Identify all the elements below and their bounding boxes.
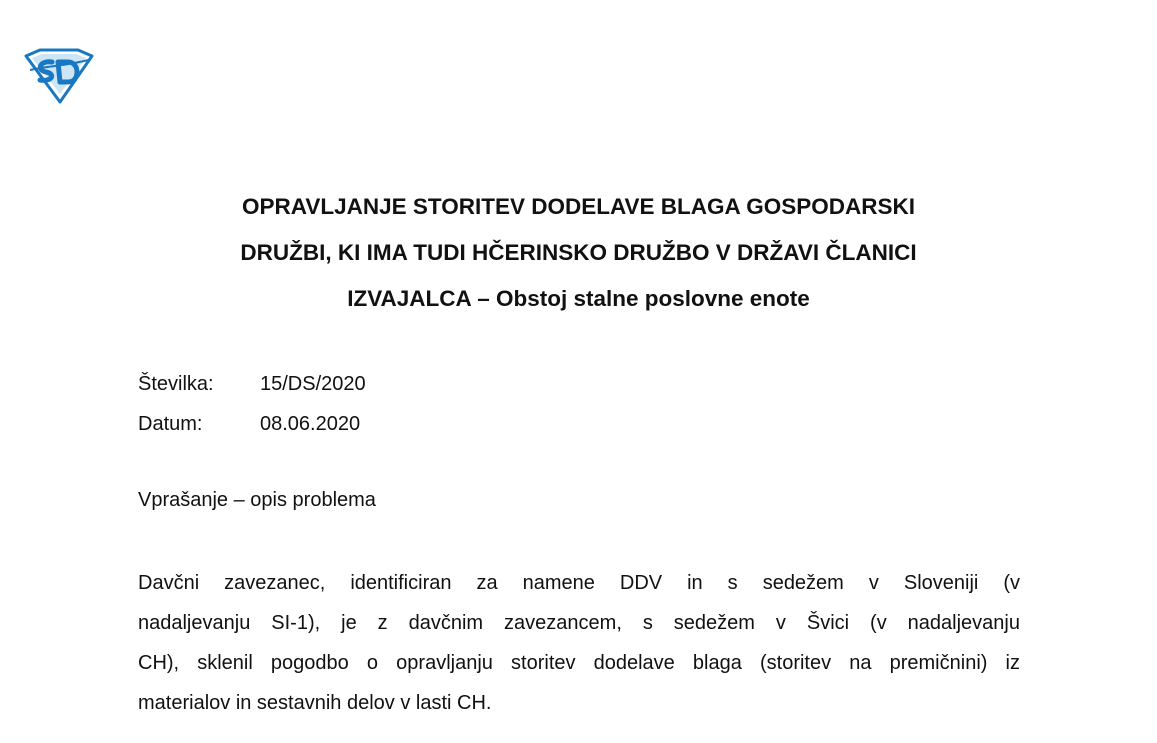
title-line-3: IZVAJALCA – Obstoj stalne poslovne enote bbox=[347, 286, 810, 311]
body-line-4: materialov in sestavnih delov v lasti CH. bbox=[138, 692, 492, 714]
sd-shield-logo-icon bbox=[22, 48, 96, 104]
date-label: Datum: bbox=[138, 413, 203, 435]
meta-number-row bbox=[138, 364, 366, 404]
section-heading: Vprašanje – opis problema bbox=[138, 489, 376, 511]
body-paragraph bbox=[138, 563, 1020, 723]
meta-date-row bbox=[138, 404, 366, 444]
body-line-2: nadaljevanju SI-1), je z davčnim zavezancem, s sedežem v Švici (v nadaljevanju bbox=[138, 612, 1020, 634]
document-title bbox=[0, 184, 1157, 322]
number-value: 15/DS/2020 bbox=[260, 373, 366, 395]
title-line-2: DRUŽBI, KI IMA TUDI HČERINSKO DRUŽBO V DRŽAVI ČLANICI bbox=[240, 240, 917, 265]
number-label: Številka: bbox=[138, 373, 214, 395]
body-line-1: Davčni zavezanec, identificiran za namene DDV in s sedežem v Sloveniji (v bbox=[138, 572, 1020, 594]
date-value: 08.06.2020 bbox=[260, 413, 361, 435]
title-line-1: OPRAVLJANJE STORITEV DODELAVE BLAGA GOSPODARSKI bbox=[241, 194, 915, 219]
body-line-3: CH), sklenil pogodbo o opravljanju storitev dodelave blaga (storitev na premičnini) iz bbox=[138, 652, 1020, 674]
document-meta bbox=[138, 364, 366, 444]
